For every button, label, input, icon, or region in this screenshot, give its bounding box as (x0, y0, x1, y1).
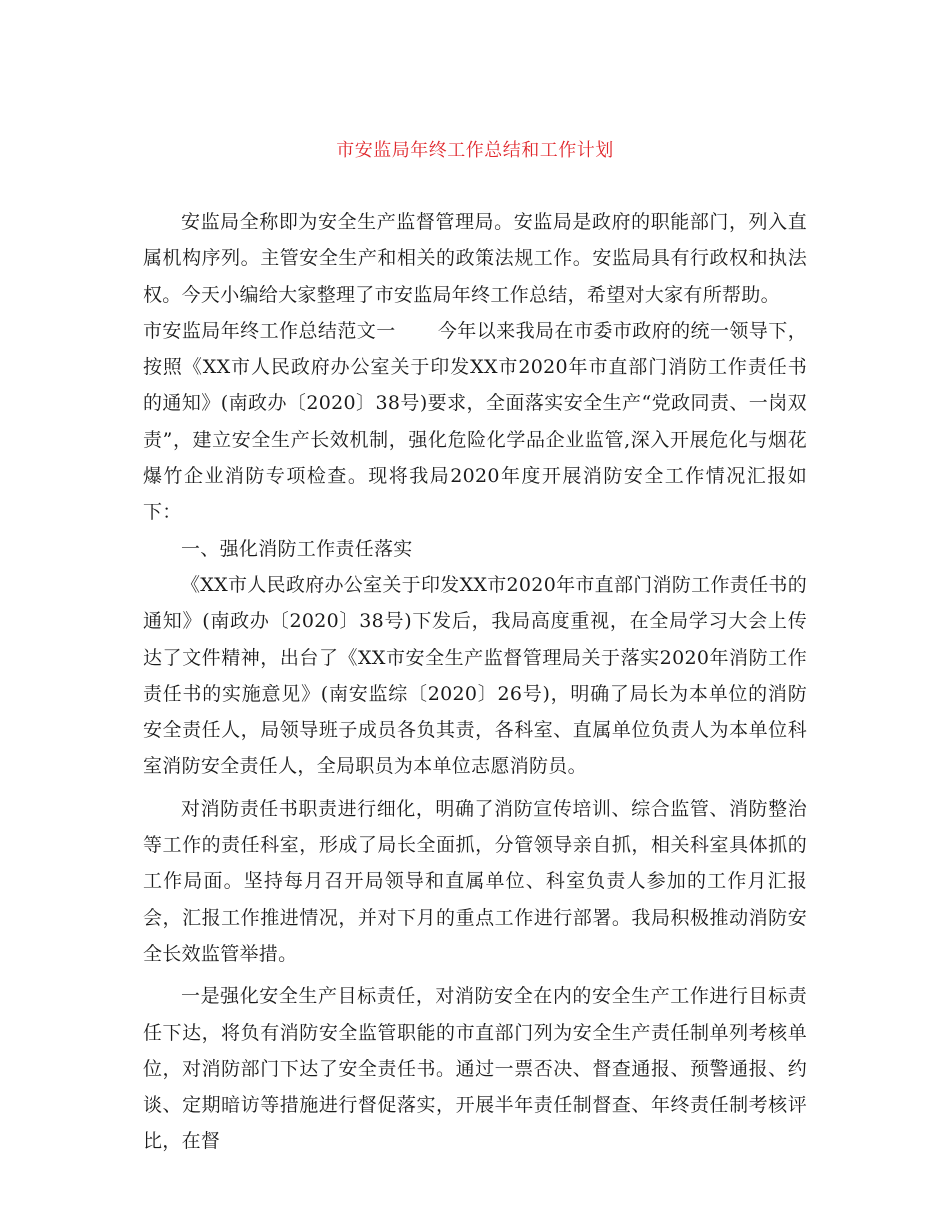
paragraph-1: 《XX市人民政府办公室关于印发XX市2020年市直部门消防工作责任书的通知》(南政办〔2020〕38号)下发后，我局高度重视，在全局学习大会上传达了文件精神，出台了《XX市安全生产监督管理局关于落实2020年消防工作责任书的实施意见》(南安监综〔2020〕26号)，明确了局长为本单位的消防安全责任人，局领导班子成员各负其责，各科室、直属单位负责人为本单位科室消防安全责任人，全局职员为本单位志愿消防员。 (143, 573, 807, 778)
sample-heading: 市安监局年终工作总结范文一 (143, 319, 396, 342)
section-heading-1: 一、强化消防工作责任落实 (181, 537, 413, 560)
paragraph-3: 一是强化安全生产目标责任，对消防安全在内的安全生产工作进行目标责任下达，将负有消防安全监管职能的市直部门列为安全生产责任制单列考核单位，对消防部门下达了安全责任书。通过一票否决、督查通报、预警通报、约谈、定期暗访等措施进行督促落实，开展半年责任制督查、年终责任制考核评比，在督 (143, 985, 807, 1153)
document-body (143, 204, 807, 1160)
sample-lead: 今年以来我局在市委市政府的统一领导下，按照《XX市人民政府办公室关于印发XX市2020年市直部门消防工作责任书的通知》(南政办〔2020〕38号)要求，全面落实安全生产“党政同责、一岗双责”，建立安全生产长效机制，强化危险化学品企业监管,深入开展危化与烟花爆竹企业消防专项检查。现将我局2020年度开展消防安全工作情况汇报如下： (143, 319, 807, 524)
document-title: 市安监局年终工作总结和工作计划 (336, 140, 614, 161)
intro-paragraph: 安监局全称即为安全生产监督管理局。安监局是政府的职能部门，列入直属机构序列。主管安全生产和相关的政策法规工作。安监局具有行政权和执法权。今天小编给大家整理了市安监局年终工作总结，希望对大家有所帮助。 (143, 211, 807, 306)
sample-paragraph (143, 313, 807, 531)
paragraph-2: 对消防责任书职责进行细化，明确了消防宣传培训、综合监管、消防整治等工作的责任科室，形成了局长全面抓，分管领导亲自抓，相关科室具体抓的工作局面。坚持每月召开局领导和直属单位、科室负责人参加的工作月汇报会，汇报工作推进情况，并对下月的重点工作进行部署。我局积极推动消防安全长效监管举措。 (143, 797, 807, 965)
